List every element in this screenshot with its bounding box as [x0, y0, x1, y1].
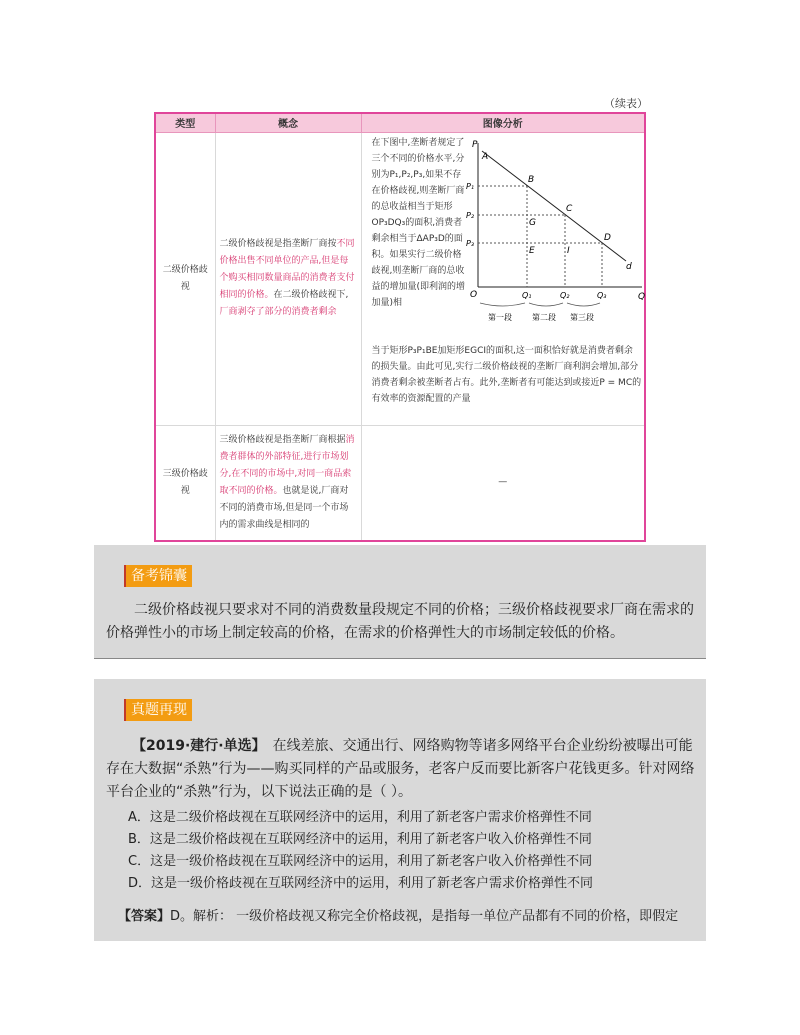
- point-d-lower: d: [625, 261, 632, 272]
- exam-tip-text: 二级价格歧视只要求对不同的消费数量段规定不同的价格；三级价格歧视要求厂商在需求的价格弹性小的市场上制定较高的价格，在需求的价格弹性大的市场制定较低的价格。: [106, 602, 694, 641]
- axis-q-label: Q: [637, 291, 645, 302]
- answer-line: [118, 905, 708, 928]
- demand-curve: [482, 151, 626, 261]
- table-row: [155, 425, 645, 541]
- p2-label: P₂: [465, 210, 474, 220]
- exam-tip-box: [94, 545, 706, 659]
- segment2-brace: [529, 303, 563, 306]
- point-e: E: [528, 245, 535, 256]
- table-header-row: [155, 113, 645, 132]
- segment2-label: 第二段: [531, 312, 556, 322]
- segment3-label: 第三段: [569, 312, 594, 322]
- option-b: B．这是二级价格歧视在互联网经济中的运用，利用了新老客户收入价格弹性不同: [128, 832, 592, 847]
- answer-label: 【答案】: [118, 909, 171, 924]
- p1-label: P₁: [465, 181, 474, 191]
- point-i: I: [566, 245, 570, 256]
- row1-analysis-bottom: 当于矩形P₃P₁BE加矩形EGCI的面积,这一面积恰好就是消费者剩余的损失量。由此可见,实行二级价格歧视的垄断厂商利润会增加,部分消费者剩余被垄断者占有。此外,垄断者有可能达到或接近P = MC的有效率的资源配置的产量: [371, 345, 642, 404]
- q2-label: Q₂: [559, 290, 570, 300]
- past-exam-tag: 真题再现: [124, 699, 192, 721]
- row2-concept-highlight: 消费者群体的外部特征,进行市场划分,在不同的市场中,对同一商品索取不同的价格。: [219, 434, 355, 496]
- point-g: G: [528, 217, 536, 228]
- row1-concept-highlight2: 厂商剥夺了部分的消费者剩余: [219, 307, 337, 317]
- point-a: A: [481, 151, 488, 162]
- header-concept: 概念: [215, 113, 361, 132]
- question-text: [106, 735, 696, 804]
- segment1-label: 第一段: [487, 312, 512, 322]
- segment1-brace: [480, 303, 525, 306]
- point-d: D: [603, 232, 611, 243]
- row1-type: 二级价格歧视: [155, 132, 215, 425]
- question-body: 在线差旅、交通出行、网络购物等诸多网络平台企业纷纷被曝出可能存在大数据“杀熟”行为——购买同样的产品或服务，老客户反而要比新客户花钱更多。针对网络平台企业的“杀熟”行为，以下说法正确的是（ ）。: [106, 738, 695, 800]
- p3-label: P₃: [465, 238, 474, 248]
- past-exam-box: [94, 679, 706, 941]
- demand-curve-graph: [465, 137, 648, 327]
- question-source: 【2019·建行·单选】: [132, 738, 259, 754]
- answer-text: D。解析： 一级价格歧视又称完全价格歧视，是指每一单位产品都有不同的价格，即假定: [170, 909, 679, 924]
- origin-label: O: [469, 289, 477, 300]
- row2-concept: [215, 425, 361, 541]
- row1-concept-text: 二级价格歧视是指垄断厂商按: [219, 239, 337, 249]
- row1-concept-highlight: 不同价格出售不同单位的产品,但是每个购买相同数量商品的消费者支付相同的价格。: [219, 239, 355, 300]
- axis-p-label: P: [471, 139, 477, 150]
- point-b: B: [527, 174, 534, 185]
- header-analysis: 图像分析: [361, 113, 645, 132]
- continued-label: （续表）: [604, 97, 648, 110]
- row1-analysis: [361, 132, 645, 425]
- row2-concept-text2: 也就是说,厂商对不同的消费市场,但是同一个市场内的需求曲线是相同的: [219, 485, 349, 530]
- row1-concept: [215, 132, 361, 425]
- row1-concept-text2: 在二级价格歧视下,: [273, 290, 349, 300]
- header-type: 类型: [155, 113, 215, 132]
- option-a: A．这是二级价格歧视在互联网经济中的运用，利用了新老客户需求价格弹性不同: [128, 810, 592, 825]
- q1-label: Q₁: [521, 290, 532, 300]
- row2-type: 三级价格歧视: [155, 425, 215, 541]
- option-d: D．这是一级价格歧视在互联网经济中的运用，利用了新老客户需求价格弹性不同: [128, 876, 594, 891]
- price-discrimination-table: [154, 112, 646, 542]
- option-c: C．这是一级价格歧视在互联网经济中的运用，利用了新老客户收入价格弹性不同: [128, 854, 593, 869]
- row2-analysis: —: [361, 425, 645, 541]
- row2-concept-text: 三级价格歧视是指垄断厂商根据: [219, 434, 346, 445]
- row1-analysis-text: 在下图中,垄断者规定了三个不同的价格水平,分别为P₁,P₂,P₃,如果不存在价格歧视,则垄断厂商的总收益相当于矩形OP₃DQ₃的面积,消费者剩余相当于ΔAP₃D的面积。如果实行二级价格歧视,则垄断厂商的总收益的增加量(即利润的增加量)相: [371, 137, 466, 308]
- point-c: C: [565, 203, 572, 214]
- exam-tip-tag: 备考锦囊: [124, 565, 192, 587]
- table-row: [155, 132, 645, 425]
- q3-label: Q₃: [596, 290, 607, 300]
- segment3-brace: [567, 303, 600, 306]
